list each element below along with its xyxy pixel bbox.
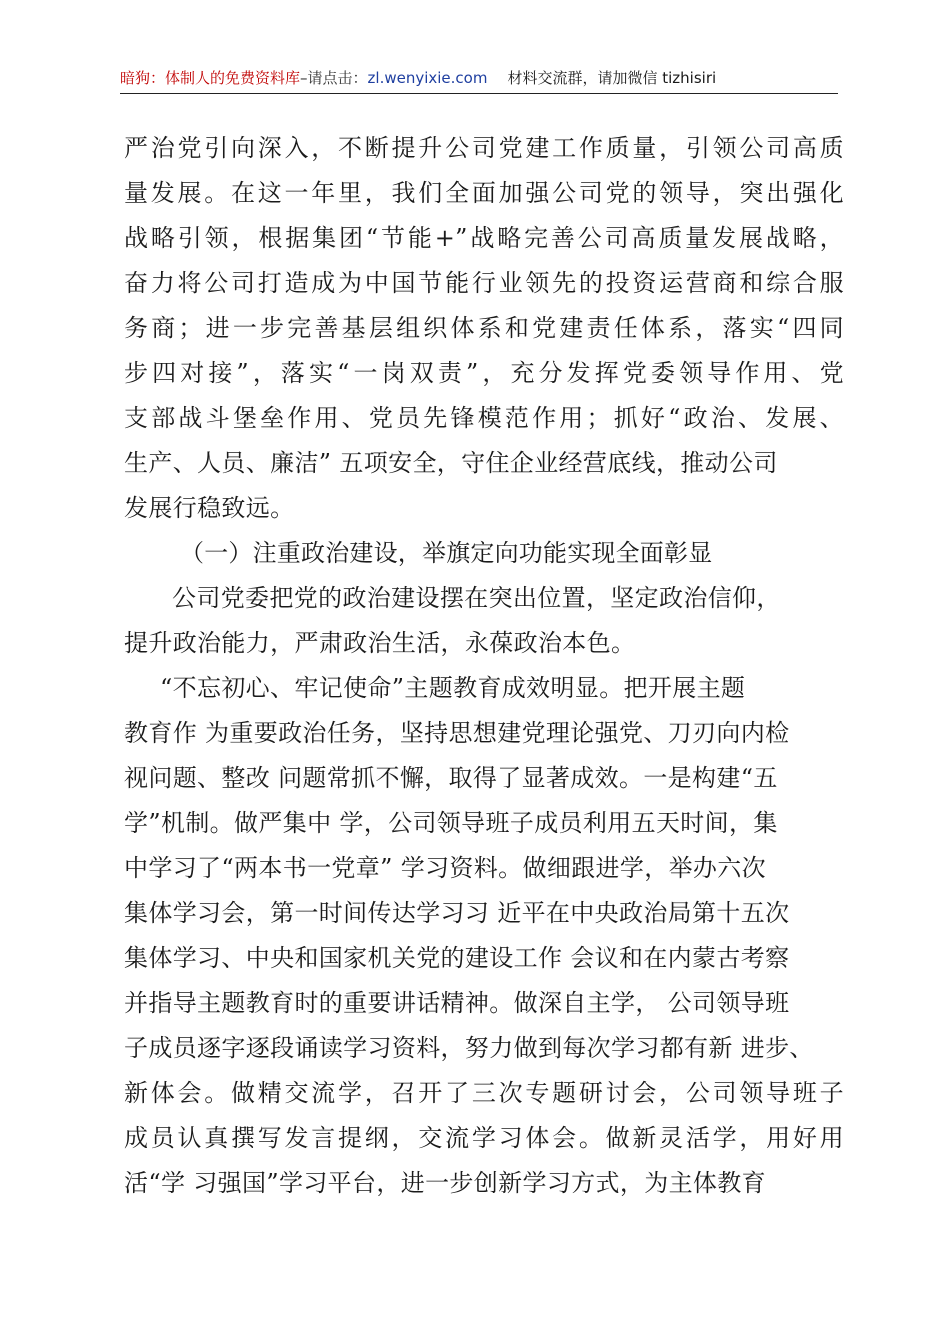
body-line: 并指导主题教育时的重要讲话精神。做深自主学， 公司领导班 <box>124 989 790 1017</box>
body-line: 教育作 为重要政治任务，坚持思想建党理论强党、刀刃向内检 <box>124 719 790 747</box>
body-line: 支部战斗堡垒作用、党员先锋模范作用；抓好“政治、发展、 <box>124 404 844 432</box>
body-line: 生产、人员、廉洁” 五项安全，守住企业经营底线，推动公司 <box>124 449 778 477</box>
body-line: 学”机制。做严集中 学，公司领导班子成员利用五天时间，集 <box>124 809 778 837</box>
body-line: 战略引领，根据集团“节能+”战略完善公司高质量发展战略， <box>124 224 844 252</box>
page-header <box>120 66 838 90</box>
document-body <box>124 126 844 1206</box>
header-site-name: 暗狗：体制人的免费资料库 <box>120 69 301 87</box>
header-click-label: –请点击： <box>300 69 368 87</box>
body-line: 集体学习、中央和国家机关党的建设工作 会议和在内蒙古考察 <box>124 944 790 972</box>
body-line: 新体会。做精交流学，召开了三次专题研讨会，公司领导班子 <box>124 1079 844 1107</box>
header-group-text: 材料交流群，请加微信 tizhisiri <box>507 69 717 87</box>
body-line: 务商；进一步完善基层组织体系和党建责任体系，落实“四同 <box>124 314 844 342</box>
body-line: 量发展。在这一年里，我们全面加强公司党的领导，突出强化 <box>124 179 844 207</box>
header-url-link[interactable]: zl.wenyixie.com <box>367 69 488 87</box>
body-line: 集体学习会，第一时间传达学习习 近平在中央政治局第十五次 <box>124 899 790 927</box>
body-line: 发展行稳致远。 <box>124 494 295 522</box>
body-line: 提升政治能力，严肃政治生活，永葆政治本色。 <box>124 629 636 657</box>
section-heading: （一）注重政治建设，举旗定向功能实现全面彰显 <box>180 539 713 567</box>
body-line: 成员认真撰写发言提纲，交流学习体会。做新灵活学，用好用 <box>124 1124 844 1152</box>
body-line: 视问题、整改 问题常抓不懈，取得了显著成效。一是构建“五 <box>124 764 778 792</box>
body-line: 活“学 习强国”学习平台，进一步创新学习方式，为主体教育 <box>124 1169 766 1197</box>
body-line: 严治党引向深入，不断提升公司党建工作质量，引领公司高质 <box>124 134 844 162</box>
header-divider <box>120 93 838 94</box>
body-line: 公司党委把党的政治建设摆在突出位置，坚定政治信仰， <box>172 584 781 612</box>
body-line: 奋力将公司打造成为中国节能行业领先的投资运营商和综合服 <box>124 269 844 297</box>
body-line: 中学习了“两本书一党章” 学习资料。做细跟进学，举办六次 <box>124 854 766 882</box>
body-line: “不忘初心、牢记使命”主题教育成效明显。把开展主题 <box>160 674 746 702</box>
body-line: 步四对接”，落实“一岗双责”，充分发挥党委领导作用、党 <box>124 359 844 387</box>
body-line: 子成员逐字逐段诵读学习资料，努力做到每次学习都有新 进步、 <box>124 1034 814 1062</box>
